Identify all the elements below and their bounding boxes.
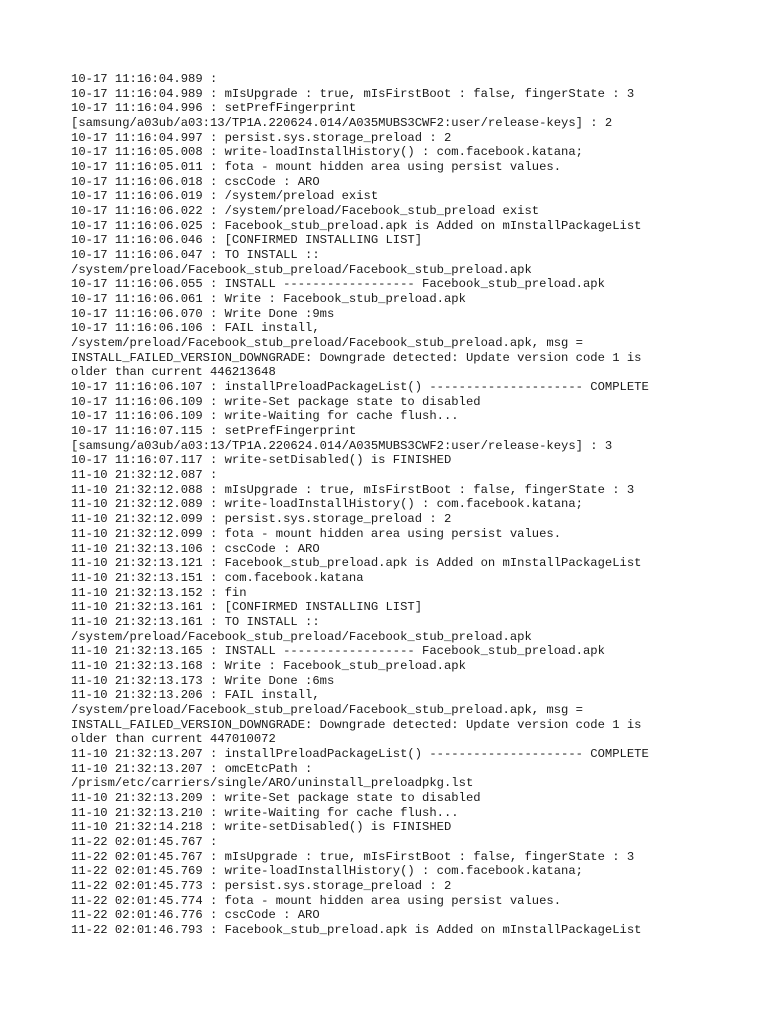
log-line: 11-10 21:32:13.173 : Write Done :6ms	[71, 673, 335, 688]
log-line: 10-17 11:16:06.019 : /system/preload exist	[71, 189, 379, 204]
log-line: 11-10 21:32:12.099 : fota - mount hidden area using persist values.	[71, 526, 562, 541]
log-line: 10-17 11:16:07.115 : setPrefFingerprint	[71, 424, 357, 439]
log-line: /system/preload/Facebook_stub_preload/Facebook_stub_preload.apk, msg =	[71, 702, 583, 717]
log-line: 10-17 11:16:06.046 : [CONFIRMED INSTALLING LIST]	[71, 233, 423, 248]
log-line: 10-17 11:16:04.996 : setPrefFingerprint	[71, 101, 357, 116]
log-line: INSTALL_FAILED_VERSION_DOWNGRADE: Downgrade detected: Update version code 1 is	[71, 717, 642, 732]
log-line: [samsung/a03ub/a03:13/TP1A.220624.014/A035MUBS3CWF2:user/release-keys] : 2	[71, 116, 613, 131]
log-line: 11-10 21:32:13.210 : write-Waiting for cache flush...	[71, 805, 459, 820]
log-line: 11-22 02:01:45.767 : mIsUpgrade : true, mIsFirstBoot : false, fingerState : 3	[71, 849, 635, 864]
log-line: 11-10 21:32:13.121 : Facebook_stub_preload.apk is Added on mInstallPackageList	[71, 556, 642, 571]
log-line: 11-10 21:32:13.209 : write-Set package state to disabled	[71, 790, 481, 805]
log-line: 10-17 11:16:06.109 : write-Waiting for cache flush...	[71, 409, 459, 424]
log-line: 11-10 21:32:12.088 : mIsUpgrade : true, mIsFirstBoot : false, fingerState : 3	[71, 482, 635, 497]
log-line: 10-17 11:16:06.025 : Facebook_stub_preload.apk is Added on mInstallPackageList	[71, 218, 642, 233]
log-line: 11-10 21:32:14.218 : write-setDisabled() is FINISHED	[71, 820, 452, 835]
log-line: 11-10 21:32:13.207 : omcEtcPath :	[71, 761, 313, 776]
log-line: 10-17 11:16:06.107 : installPreloadPackageList() --------------------- COMPLETE	[71, 380, 649, 395]
log-line: 11-10 21:32:12.099 : persist.sys.storage_preload : 2	[71, 512, 452, 527]
log-line: INSTALL_FAILED_VERSION_DOWNGRADE: Downgrade detected: Update version code 1 is	[71, 350, 642, 365]
log-line: 11-10 21:32:13.168 : Write : Facebook_stub_preload.apk	[71, 658, 466, 673]
log-line: 10-17 11:16:07.117 : write-setDisabled() is FINISHED	[71, 453, 452, 468]
log-line: 10-17 11:16:06.055 : INSTALL ------------------ Facebook_stub_preload.apk	[71, 277, 605, 292]
log-line: /system/preload/Facebook_stub_preload/Facebook_stub_preload.apk, msg =	[71, 336, 583, 351]
log-text-block	[71, 72, 751, 938]
log-line: /prism/etc/carriers/single/ARO/uninstall_preloadpkg.lst	[71, 776, 474, 791]
log-line: 11-10 21:32:13.152 : fin	[71, 585, 247, 600]
log-line: 11-10 21:32:13.151 : com.facebook.katana	[71, 570, 364, 585]
log-line: /system/preload/Facebook_stub_preload/Facebook_stub_preload.apk	[71, 629, 532, 644]
log-line: 10-17 11:16:06.018 : cscCode : ARO	[71, 174, 320, 189]
log-line: 11-10 21:32:13.165 : INSTALL ------------------ Facebook_stub_preload.apk	[71, 644, 605, 659]
log-line: 10-17 11:16:06.047 : TO INSTALL ::	[71, 248, 320, 263]
log-line: older than current 447010072	[71, 732, 276, 747]
log-line: 11-10 21:32:12.089 : write-loadInstallHistory() : com.facebook.katana;	[71, 497, 583, 512]
log-line: 11-22 02:01:45.767 :	[71, 834, 218, 849]
log-line: 10-17 11:16:06.061 : Write : Facebook_stub_preload.apk	[71, 292, 466, 307]
log-line: 10-17 11:16:04.997 : persist.sys.storage_preload : 2	[71, 130, 452, 145]
log-line: 10-17 11:16:06.022 : /system/preload/Facebook_stub_preload exist	[71, 204, 540, 219]
log-line: 11-22 02:01:46.776 : cscCode : ARO	[71, 908, 320, 923]
log-line: 10-17 11:16:04.989 :	[71, 72, 218, 86]
log-line: 11-10 21:32:12.087 :	[71, 468, 218, 483]
log-line: 11-10 21:32:13.161 : [CONFIRMED INSTALLING LIST]	[71, 600, 423, 615]
log-line: 11-10 21:32:13.207 : installPreloadPackageList() --------------------- COMPLETE	[71, 746, 649, 761]
log-line: /system/preload/Facebook_stub_preload/Facebook_stub_preload.apk	[71, 262, 532, 277]
log-line: 11-10 21:32:13.161 : TO INSTALL ::	[71, 614, 320, 629]
log-line: 10-17 11:16:05.011 : fota - mount hidden area using persist values.	[71, 160, 562, 175]
log-line: 11-22 02:01:45.773 : persist.sys.storage_preload : 2	[71, 878, 452, 893]
log-line: 11-10 21:32:13.206 : FAIL install,	[71, 688, 320, 703]
log-line: [samsung/a03ub/a03:13/TP1A.220624.014/A035MUBS3CWF2:user/release-keys] : 3	[71, 438, 613, 453]
log-line: 10-17 11:16:06.109 : write-Set package state to disabled	[71, 394, 481, 409]
log-line: 11-22 02:01:46.793 : Facebook_stub_preload.apk is Added on mInstallPackageList	[71, 922, 642, 937]
log-line: 11-10 21:32:13.106 : cscCode : ARO	[71, 541, 320, 556]
log-line: 10-17 11:16:06.070 : Write Done :9ms	[71, 306, 335, 321]
log-line: 11-22 02:01:45.774 : fota - mount hidden area using persist values.	[71, 893, 562, 908]
log-line: 11-22 02:01:45.769 : write-loadInstallHistory() : com.facebook.katana;	[71, 864, 583, 879]
log-line: older than current 446213648	[71, 365, 276, 380]
log-line: 10-17 11:16:05.008 : write-loadInstallHistory() : com.facebook.katana;	[71, 145, 583, 160]
log-line: 10-17 11:16:06.106 : FAIL install,	[71, 321, 320, 336]
log-line: 10-17 11:16:04.989 : mIsUpgrade : true, mIsFirstBoot : false, fingerState : 3	[71, 86, 635, 101]
